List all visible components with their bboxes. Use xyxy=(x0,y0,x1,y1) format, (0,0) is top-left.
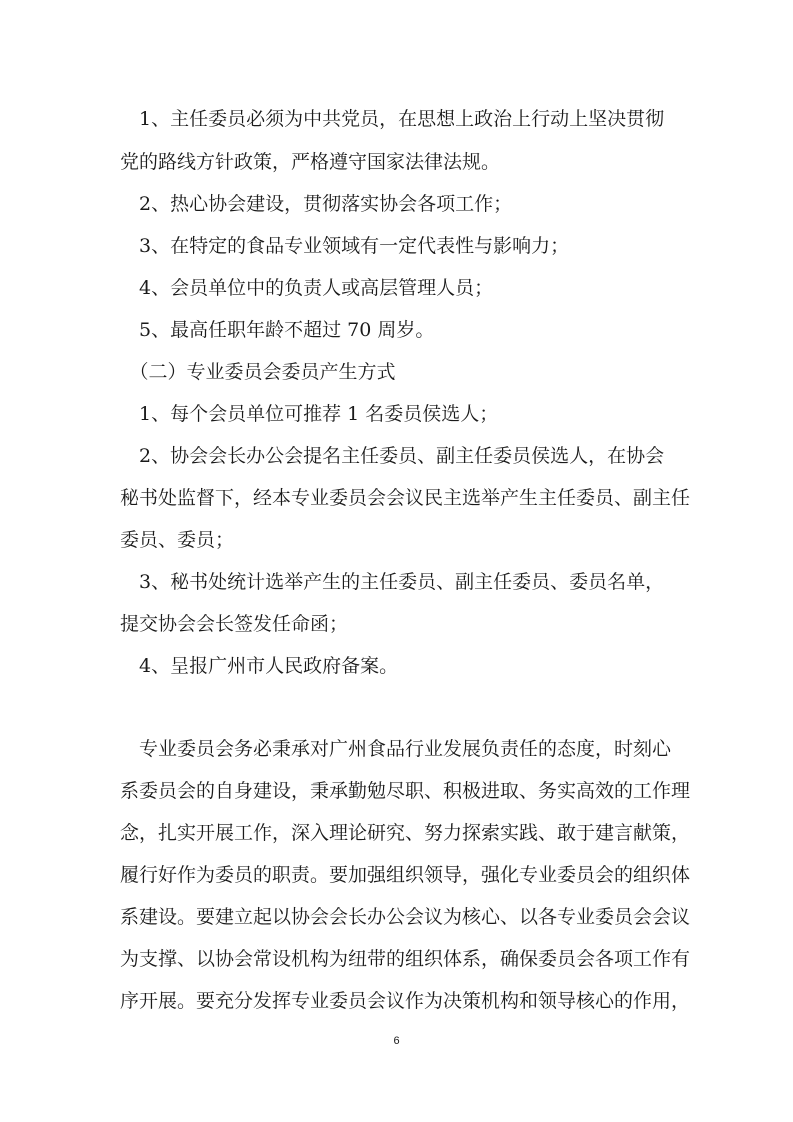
text-line: 2、热心协会建设，贯彻落实协会各项工作； xyxy=(120,193,513,215)
text-line: 系委员会的自身建设，秉承勤勉尽职、积极进取、务实高效的工作理 xyxy=(120,780,691,802)
text-line: 1、每个会员单位可推荐 1 名委员侯选人； xyxy=(120,403,499,425)
text-line: 提交协会会长签发任命函； xyxy=(120,613,349,635)
text-line: 4、呈报广州市人民政府备案。 xyxy=(120,655,399,677)
page-number: 6 xyxy=(393,1035,400,1047)
text-line: 序开展。要充分发挥专业委员会议作为决策机构和领导核心的作用， xyxy=(120,990,691,1012)
text-line: 5、最高任职年龄不超过 70 周岁。 xyxy=(120,319,435,341)
text-line: 系建设。要建立起以协会会长办公会议为核心、以各专业委员会会议 xyxy=(120,906,691,928)
section-heading: （二）专业委员会委员产生方式 xyxy=(120,361,396,383)
text-line: 2、协会会长办公会提名主任委员、副主任委员侯选人，在协会 xyxy=(120,445,665,467)
text-line: 委员、委员； xyxy=(120,529,235,551)
text-line: 秘书处监督下，经本专业委员会会议民主选举产生主任委员、副主任 xyxy=(120,487,691,509)
text-line: 3、在特定的食品专业领域有一定代表性与影响力； xyxy=(120,235,570,257)
text-line: 党的路线方针政策，严格遵守国家法律法规。 xyxy=(120,151,501,173)
text-line: 3、秘书处统计选举产生的主任委员、副主任委员、委员名单， xyxy=(120,571,665,593)
text-line: 为支撑、以协会常设机构为纽带的组织体系，确保委员会各项工作有 xyxy=(120,948,691,970)
text-line: 4、会员单位中的负责人或高层管理人员； xyxy=(120,277,494,299)
text-line: 履行好作为委员的职责。要加强组织领导，强化专业委员会的组织体 xyxy=(120,864,691,886)
text-line: 1、主任委员必须为中共党员，在思想上政治上行动上坚决贯彻 xyxy=(120,108,665,130)
text-line: 专业委员会务必秉承对广州食品行业发展负责任的态度，时刻心 xyxy=(120,738,672,760)
text-line: 念，扎实开展工作，深入理论研究、努力探索实践、敢于建言献策， xyxy=(120,822,691,844)
